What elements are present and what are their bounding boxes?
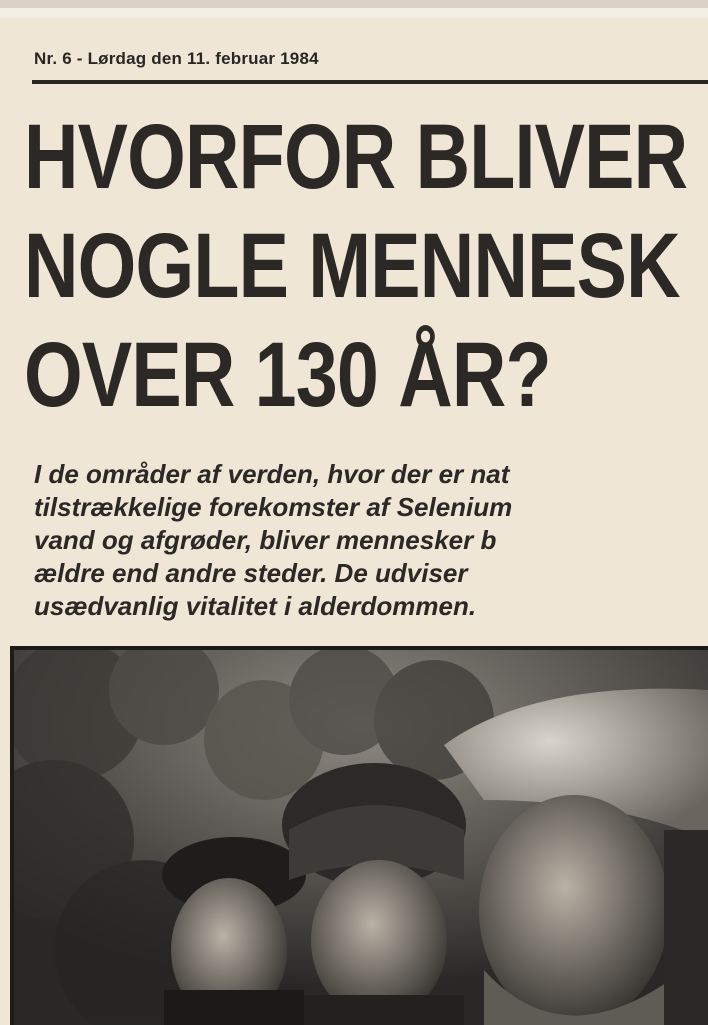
header-rule xyxy=(32,80,708,84)
issue-date-line: Nr. 6 - Lørdag den 11. februar 1984 xyxy=(34,49,319,68)
headline-line-2: NOGLE MENNESK xyxy=(24,215,680,317)
paper-top-edge xyxy=(0,8,708,18)
lede-paragraph xyxy=(34,458,708,623)
headline-line-1: HVORFOR BLIVER xyxy=(24,106,688,208)
headline xyxy=(24,103,688,430)
lede-line-5: usædvanlig vitalitet i alderdommen. xyxy=(34,591,477,621)
lede-line-2: tilstrækkelige forekomster af Selenium xyxy=(34,492,513,522)
lede-line-1: I de områder af verden, hvor der er nat xyxy=(34,459,510,489)
headline-line-3: OVER 130 ÅR? xyxy=(24,324,551,426)
news-photo xyxy=(10,646,708,1025)
photo-elderly-men xyxy=(14,650,708,1025)
lede-line-3: vand og afgrøder, bliver mennesker b xyxy=(34,525,497,555)
left-man xyxy=(162,837,306,1025)
lede-line-4: ældre end andre steder. De udviser xyxy=(34,558,468,588)
